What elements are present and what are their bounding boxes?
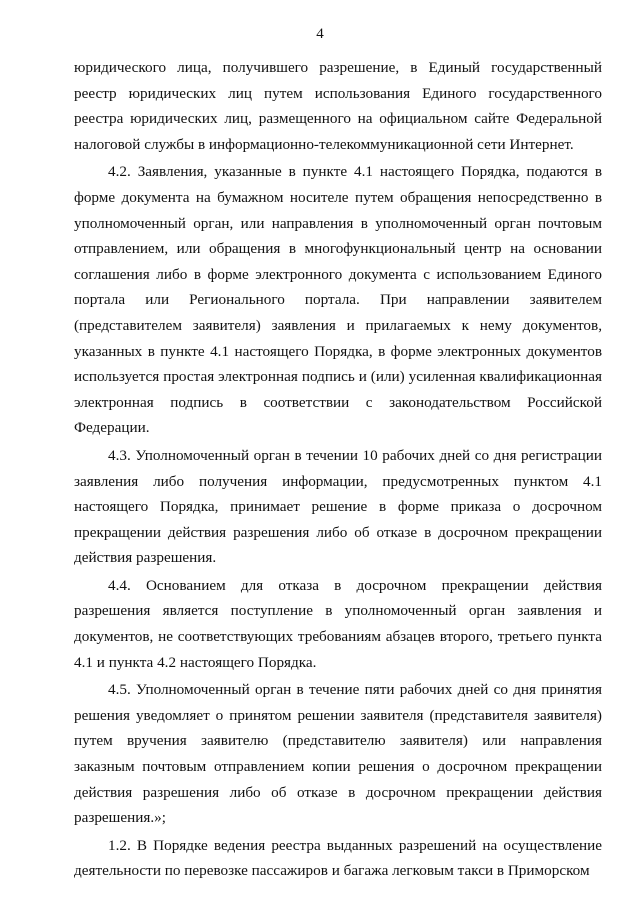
- paragraph-continuation: юридического лица, получившего разрешение, в Единый государственный реестр юридических лиц путем использования Единого государственного реестра юридических лиц, размещенного на официальном сайте Федеральной налоговой службы в информационно-телекоммуникационной сети Интернет.: [74, 59, 602, 153]
- document-body: [74, 55, 602, 886]
- page-number: 4: [316, 26, 324, 42]
- paragraph-4-5: 4.5. Уполномоченный орган в течение пяти рабочих дней со дня принятия решения уведомляет о принятом решении заявителя (представителя заявителя) путем вручения заявителю (представителю заявителя) или направления заказным почтовым отправлением копии решения о досрочном прекращении действия разрешения либо об отказе в досрочном прекращении действия разрешения.»;: [74, 681, 602, 827]
- paragraph-4-4: 4.4. Основанием для отказа в досрочном прекращении действия разрешения является поступление в уполномоченный орган заявления и документов, не соответствующих требованиям абзацев второго, третьего пункта 4.1 и пункта 4.2 настоящего Порядка.: [74, 576, 602, 671]
- paragraph-1-2: 1.2. В Порядке ведения реестра выданных разрешений на осуществление деятельности по перевозке пассажиров и багажа легковым такси в Приморском: [74, 836, 602, 880]
- paragraph-4-2: 4.2. Заявления, указанные в пункте 4.1 настоящего Порядка, подаются в форме документа на бумажном носителе путем обращения непосредственно в уполномоченный орган, или направления в уполномоченный орган почтовым отправлением, или обращения в многофункциональный центр на основании соглашения либо в форме электронного документа с использованием Единого портала или Регионального портала. При направлении заявителем (представителем заявителя) заявления и прилагаемых к нему документов, указанных в пункте 4.1 настоящего Порядка, в форме электронных документов используется простая электронная подпись и (или) усиленная квалификационная электронная подпись в соответствии с законодательством Российской Федерации.: [74, 163, 602, 437]
- paragraph-4-3: 4.3. Уполномоченный орган в течении 10 рабочих дней со дня регистрации заявления либо получения информации, предусмотренных пунктом 4.1 настоящего Порядка, принимает решение в форме приказа о досрочном прекращении действия разрешения либо об отказе в досрочном прекращении действия разрешения.: [74, 446, 602, 567]
